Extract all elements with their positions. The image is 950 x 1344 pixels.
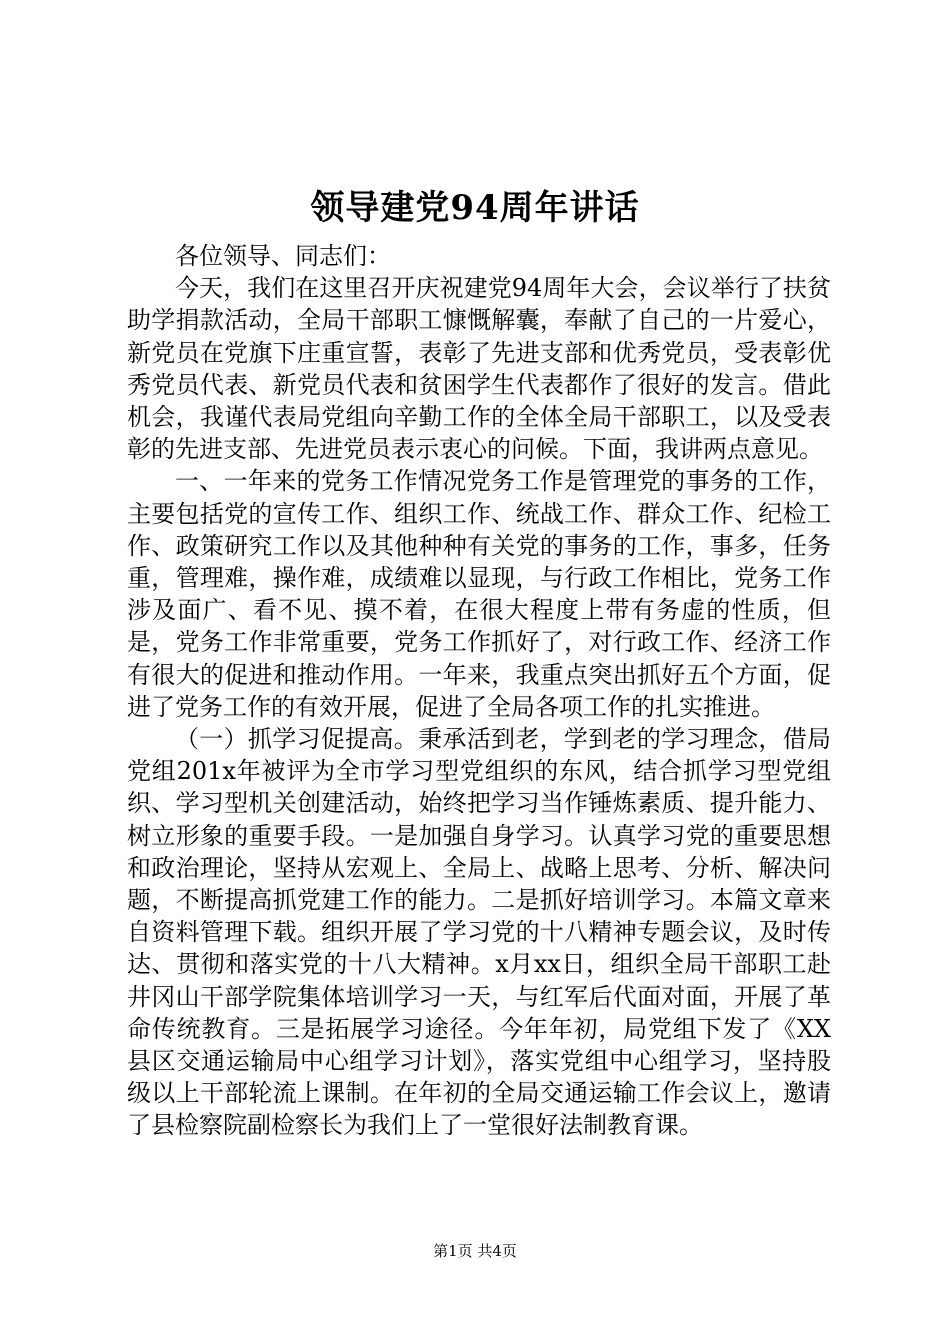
subsection-one-paragraph: （一）抓学习促提高。秉承活到老，学到老的学习理念，借局党组201x年被评为全市学习型党组织的东风，结合抓学习型党组织、学习型机关创建活动，始终把学习当作锤炼素质、提升能力、树立形象的重要手段。一是加强自身学习。认真学习党的重要思想和政治理论，坚持从宏观上、全局上、战略上思考、分析、解决问题，不断提高抓党建工作的能力。二是抓好培训学习。本篇文章来自资料管理下载。组织开展了学习党的十八精神专题会议，及时传达、贯彻和落实党的十八大精神。x月xx日，组织全局干部职工赴井冈山干部学院集体培训学习一天，与红军后代面对面，开展了革命传统教育。三是拓展学习途径。今年年初，局党组下发了《XX县区交通运输局中心组学习计划》，落实党组中心组学习，坚持股级以上干部轮流上课制。在年初的全局交通运输工作会议上，邀请了县检察院副检察长为我们上了一堂很好法制教育课。 [127, 725, 831, 1140]
salutation-paragraph: 各位领导、同志们： [175, 242, 391, 270]
document-title: 领导建党94周年讲话 [310, 188, 640, 228]
section-one-paragraph: 一、一年来的党务工作情况党务工作是管理党的事务的工作，主要包括党的宣传工作、组织工作、统战工作、群众工作、纪检工作、政策研究工作以及其他种种有关党的事务的工作，事多，任务重，管理难，操作难，成绩难以显现，与行政工作相比，党务工作涉及面广、看不见、摸不着，在很大程度上带有务虚的性质，但是，党务工作非常重要，党务工作抓好了，对行政工作、经济工作有很大的促进和推动作用。一年来，我重点突出抓好五个方面，促进了党务工作的有效开展，促进了全局各项工作的扎实推进。 [127, 467, 831, 721]
document-body [127, 240, 831, 1142]
opening-paragraph: 今天，我们在这里召开庆祝建党94周年大会，会议举行了扶贫助学捐款活动，全局干部职工慷慨解囊，奉献了自己的一片爱心，新党员在党旗下庄重宣誓，表彰了先进支部和优秀党员，受表彰优秀党员代表、新党员代表和贫困学生代表都作了很好的发言。借此机会，我谨代表局党组向辛勤工作的全体全局干部职工，以及受表彰的先进支部、先进党员表示衷心的问候。下面，我讲两点意见。 [127, 274, 831, 464]
page-number-footer: 第1页 共4页 [433, 1242, 517, 1260]
